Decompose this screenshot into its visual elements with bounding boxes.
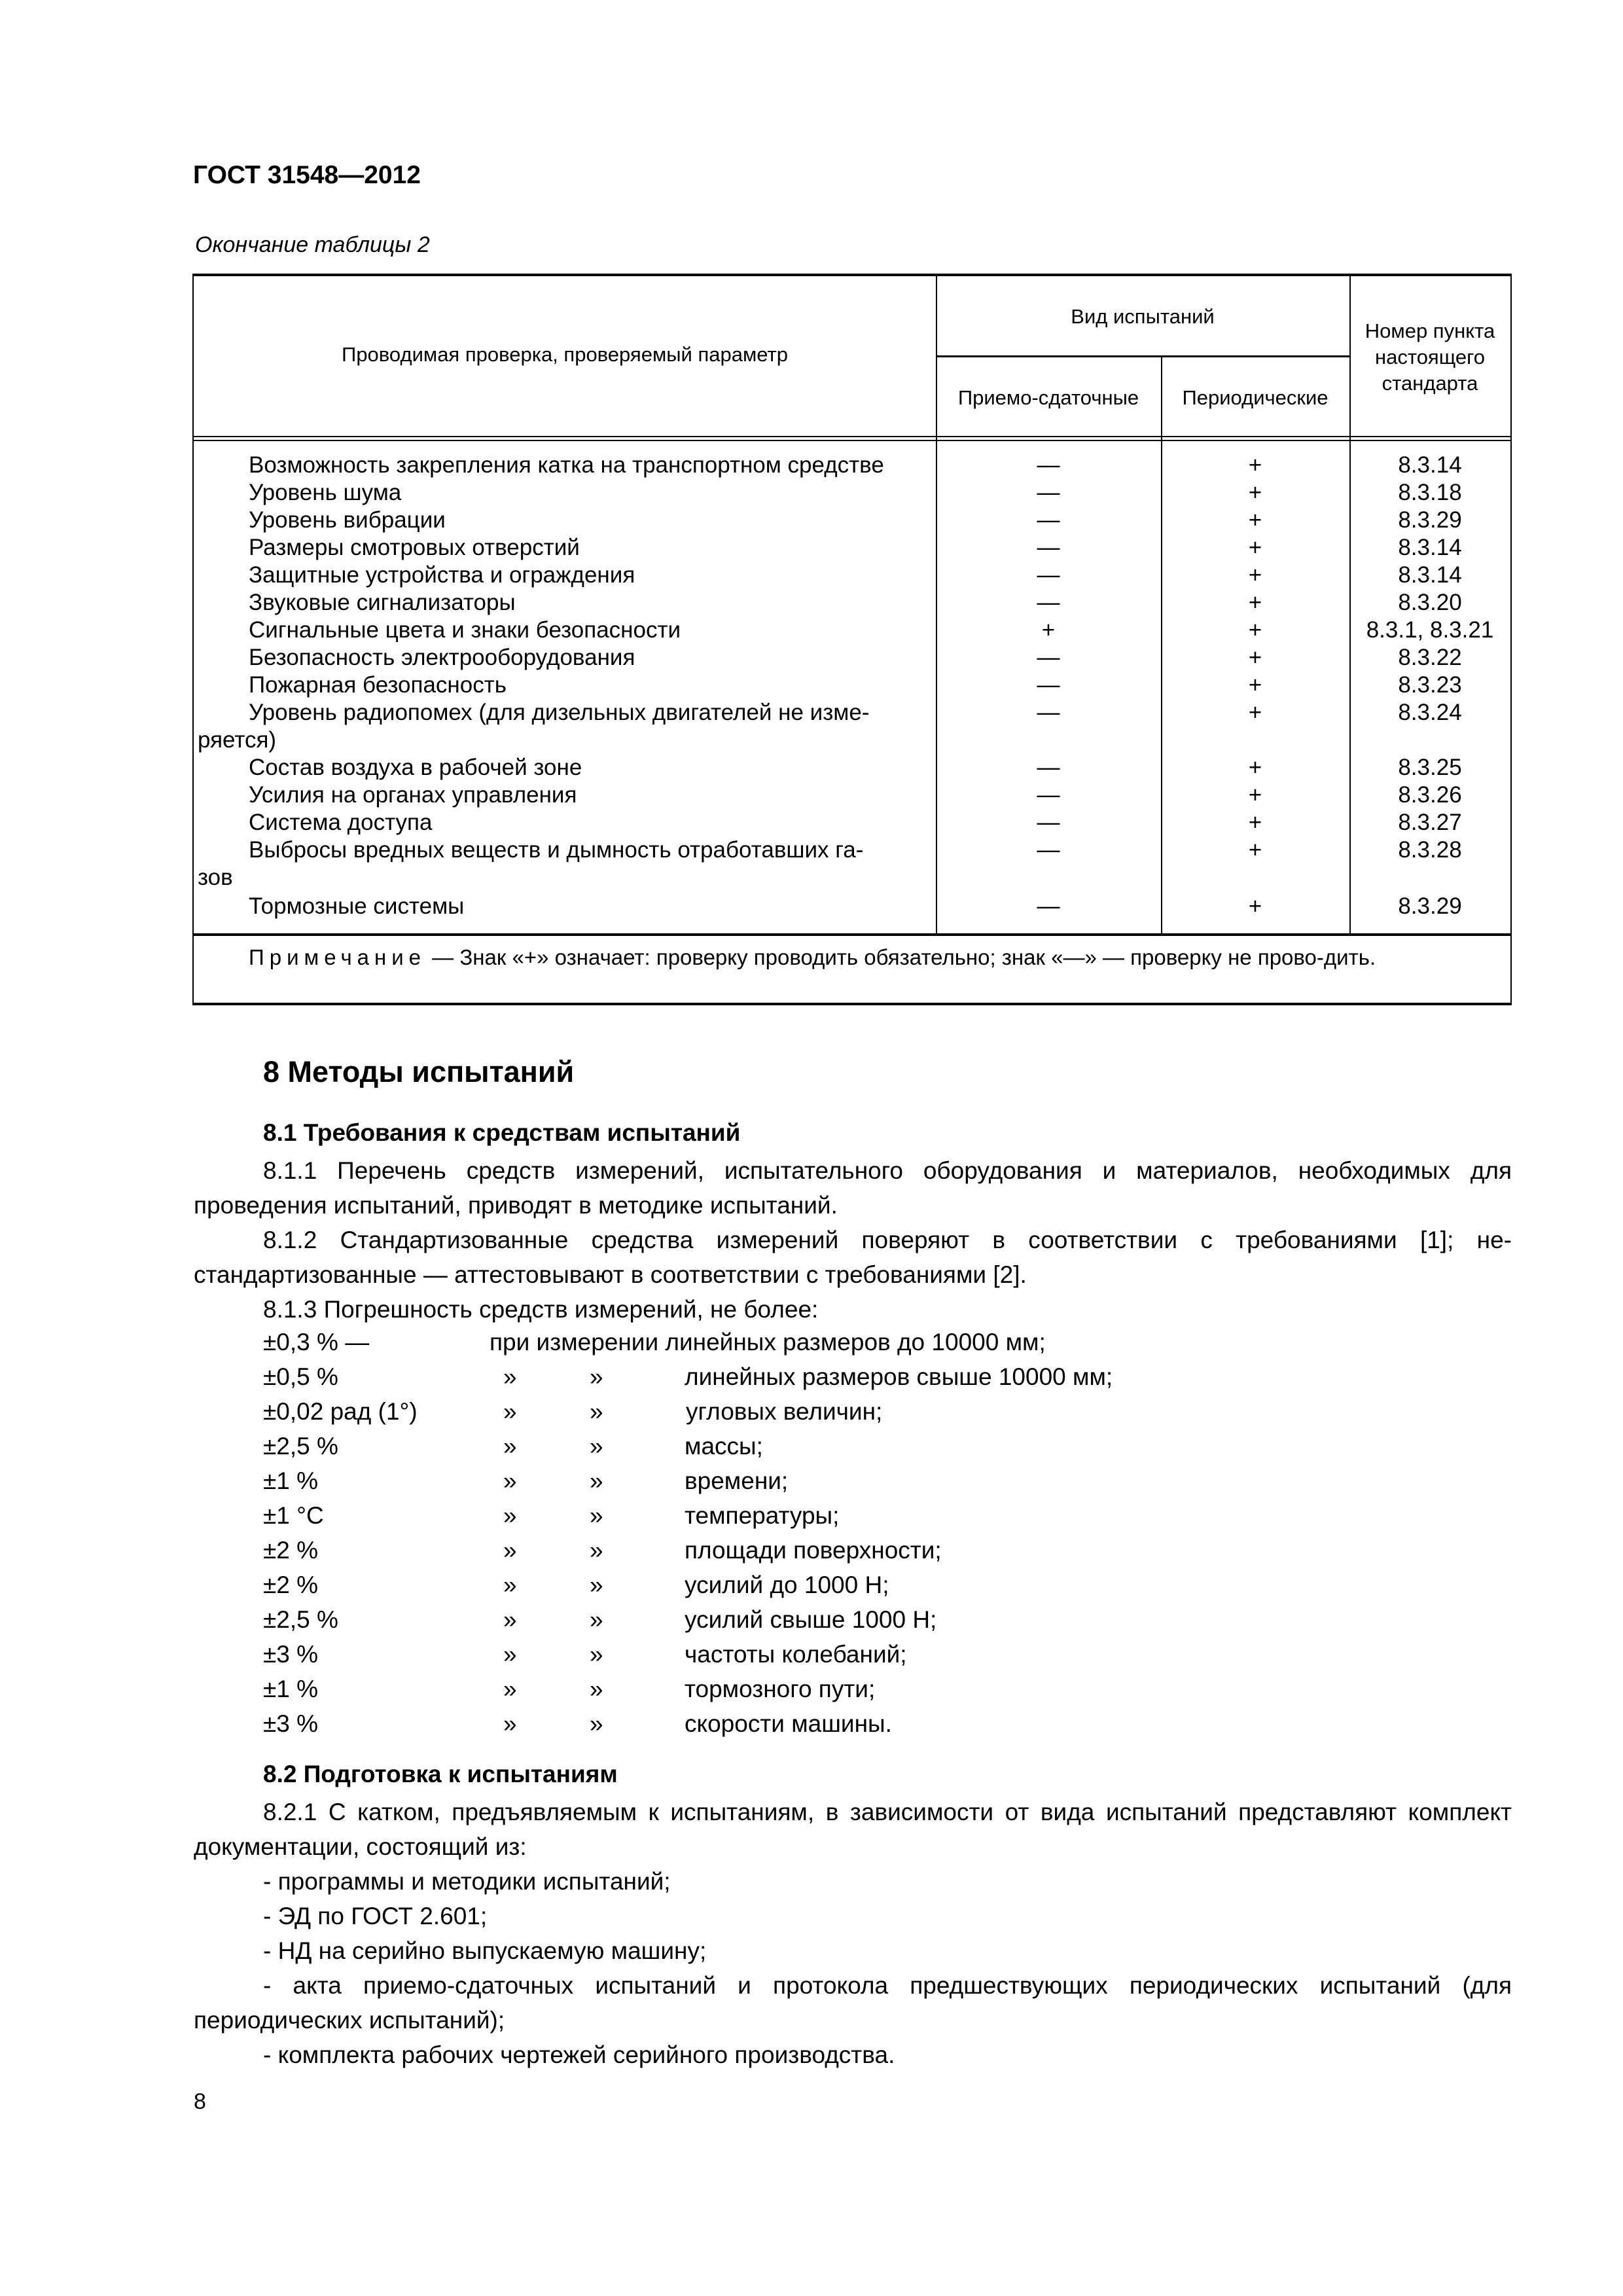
tolerance-row: ±3 % » » частоты колебаний; [263,1641,907,1668]
col-header-param: Проводимая проверка, проверяемый параметр [342,343,788,366]
table-2 [192,274,1512,1005]
documentation-list [194,1864,1512,2072]
paragraph-8-1-1: 8.1.1 Перечень средств измерений, испытательного оборудования и материалов, необходимых для проведения испытаний, приводят в методике испытаний. [194,1157,1512,1219]
tolerance-row: ±2,5 % » » усилий свыше 1000 Н; [263,1606,937,1633]
paragraph-8-1-2: 8.1.2 Стандартизованные средства измерений поверяют в соответствии с требованиями [1]; не-стандартизованные — аттестовывают в соответствии с требованиями [2]. [194,1227,1512,1288]
note-divider [194,933,1510,936]
paragraph-8-1-3: 8.1.3 Погрешность средств измерений, не более: [263,1296,819,1323]
tolerance-row: ±0,5 % » » линейных размеров свыше 10000 мм; [263,1363,1113,1390]
list-item: - акта приемо-сдаточных испытаний и протокола предшествующих периодических испытаний (для периодических испытаний); [194,1972,1512,2034]
table-caption: Окончание таблицы 2 [195,232,430,257]
paragraph-8-2-1: 8.2.1 С катком, предъявляемым к испытаниям, в зависимости от вида испытаний представляют комплект документации, состоящий из: [194,1799,1512,1860]
table-row: Система доступа — + 8.3.27 [249,810,1462,835]
table-row: Возможность закрепления катка на транспортном средстве — + 8.3.14 [249,452,1462,478]
tolerance-row: ±3 % » » скорости машины. [263,1710,892,1737]
tolerance-list [194,1329,1512,1748]
list-item: - программы и методики испытаний; [263,1868,671,1895]
tolerance-row: ±1 °С » » температуры; [263,1502,840,1529]
tolerance-row: ±2 % » » усилий до 1000 Н; [263,1571,889,1598]
table-row: Уровень шума — + 8.3.18 [249,480,1462,505]
tolerance-row: ±0,02 рад (1°) » » угловых величин; [263,1398,883,1425]
tolerance-row: ±1 % » » времени; [263,1467,789,1494]
table-row: Тормозные системы — + 8.3.29 [249,893,1462,919]
col-header-periodic: Периодические [1182,386,1329,409]
header-divider [936,355,1349,357]
col-header-test-type: Вид испытаний [1071,305,1215,328]
tolerance-row: ±0,3 % — при измерении линейных размеров до 10000 мм; [263,1329,1046,1355]
table-row: Усилия на органах управления — + 8.3.26 [249,782,1462,808]
tolerance-row: ±1 % » » тормозного пути; [263,1676,876,1702]
table-row: Размеры смотровых отверстий — + 8.3.14 [249,535,1462,560]
table-body [194,452,1510,920]
col-header-acceptance: Приемо-сдаточные [957,386,1139,409]
table-row: Пожарная безопасность — + 8.3.23 [249,672,1462,698]
section-heading: 8 Методы испытаний [263,1055,575,1088]
document-title: ГОСТ 31548—2012 [193,161,421,189]
table-row: Состав воздуха в рабочей зоне — + 8.3.25 [249,755,1462,780]
tolerance-row: ±2,5 % » » массы; [263,1433,763,1460]
subsection-heading: 8.2 Подготовка к испытаниям [263,1761,618,1787]
list-item: - НД на серийно выпускаемую машину; [263,1937,707,1964]
table-row: Уровень вибрации — + 8.3.29 [249,507,1462,533]
header-bottom-line [194,436,1510,437]
subsection-heading: 8.1 Требования к средствам испытаний [263,1119,741,1146]
list-item: - комплекта рабочих чертежей серийного производства. [263,2041,895,2068]
col-header-clause: Номер пункта настоящего стандарта [1364,319,1495,395]
tolerance-row: ±2 % » » площади поверхности; [263,1537,942,1564]
table-row: Звуковые сигнализаторы — + 8.3.20 [249,590,1462,615]
page-number: 8 [194,2089,206,2114]
table-row: Защитные устройства и ограждения — + 8.3.14 [249,562,1462,588]
table-row: Безопасность электрооборудования — + 8.3.22 [249,645,1462,670]
table-row: Сигнальные цвета и знаки безопасности + + 8.3.1, 8.3.21 [249,617,1494,643]
table-note: Примечание — Знак «+» означает: проверку проводить обязательно; знак «—» — проверку не прово-дить. [249,945,1376,969]
header-bottom-line [194,440,1510,441]
table-row: Уровень радиопомех (для дизельных двигателей не изме- ряется) — + 8.3.24 [198,700,1462,753]
list-item: - ЭД по ГОСТ 2.601; [263,1903,488,1929]
table-row: Выбросы вредных веществ и дымность отработавших га- зов — + 8.3.28 [198,837,1462,890]
